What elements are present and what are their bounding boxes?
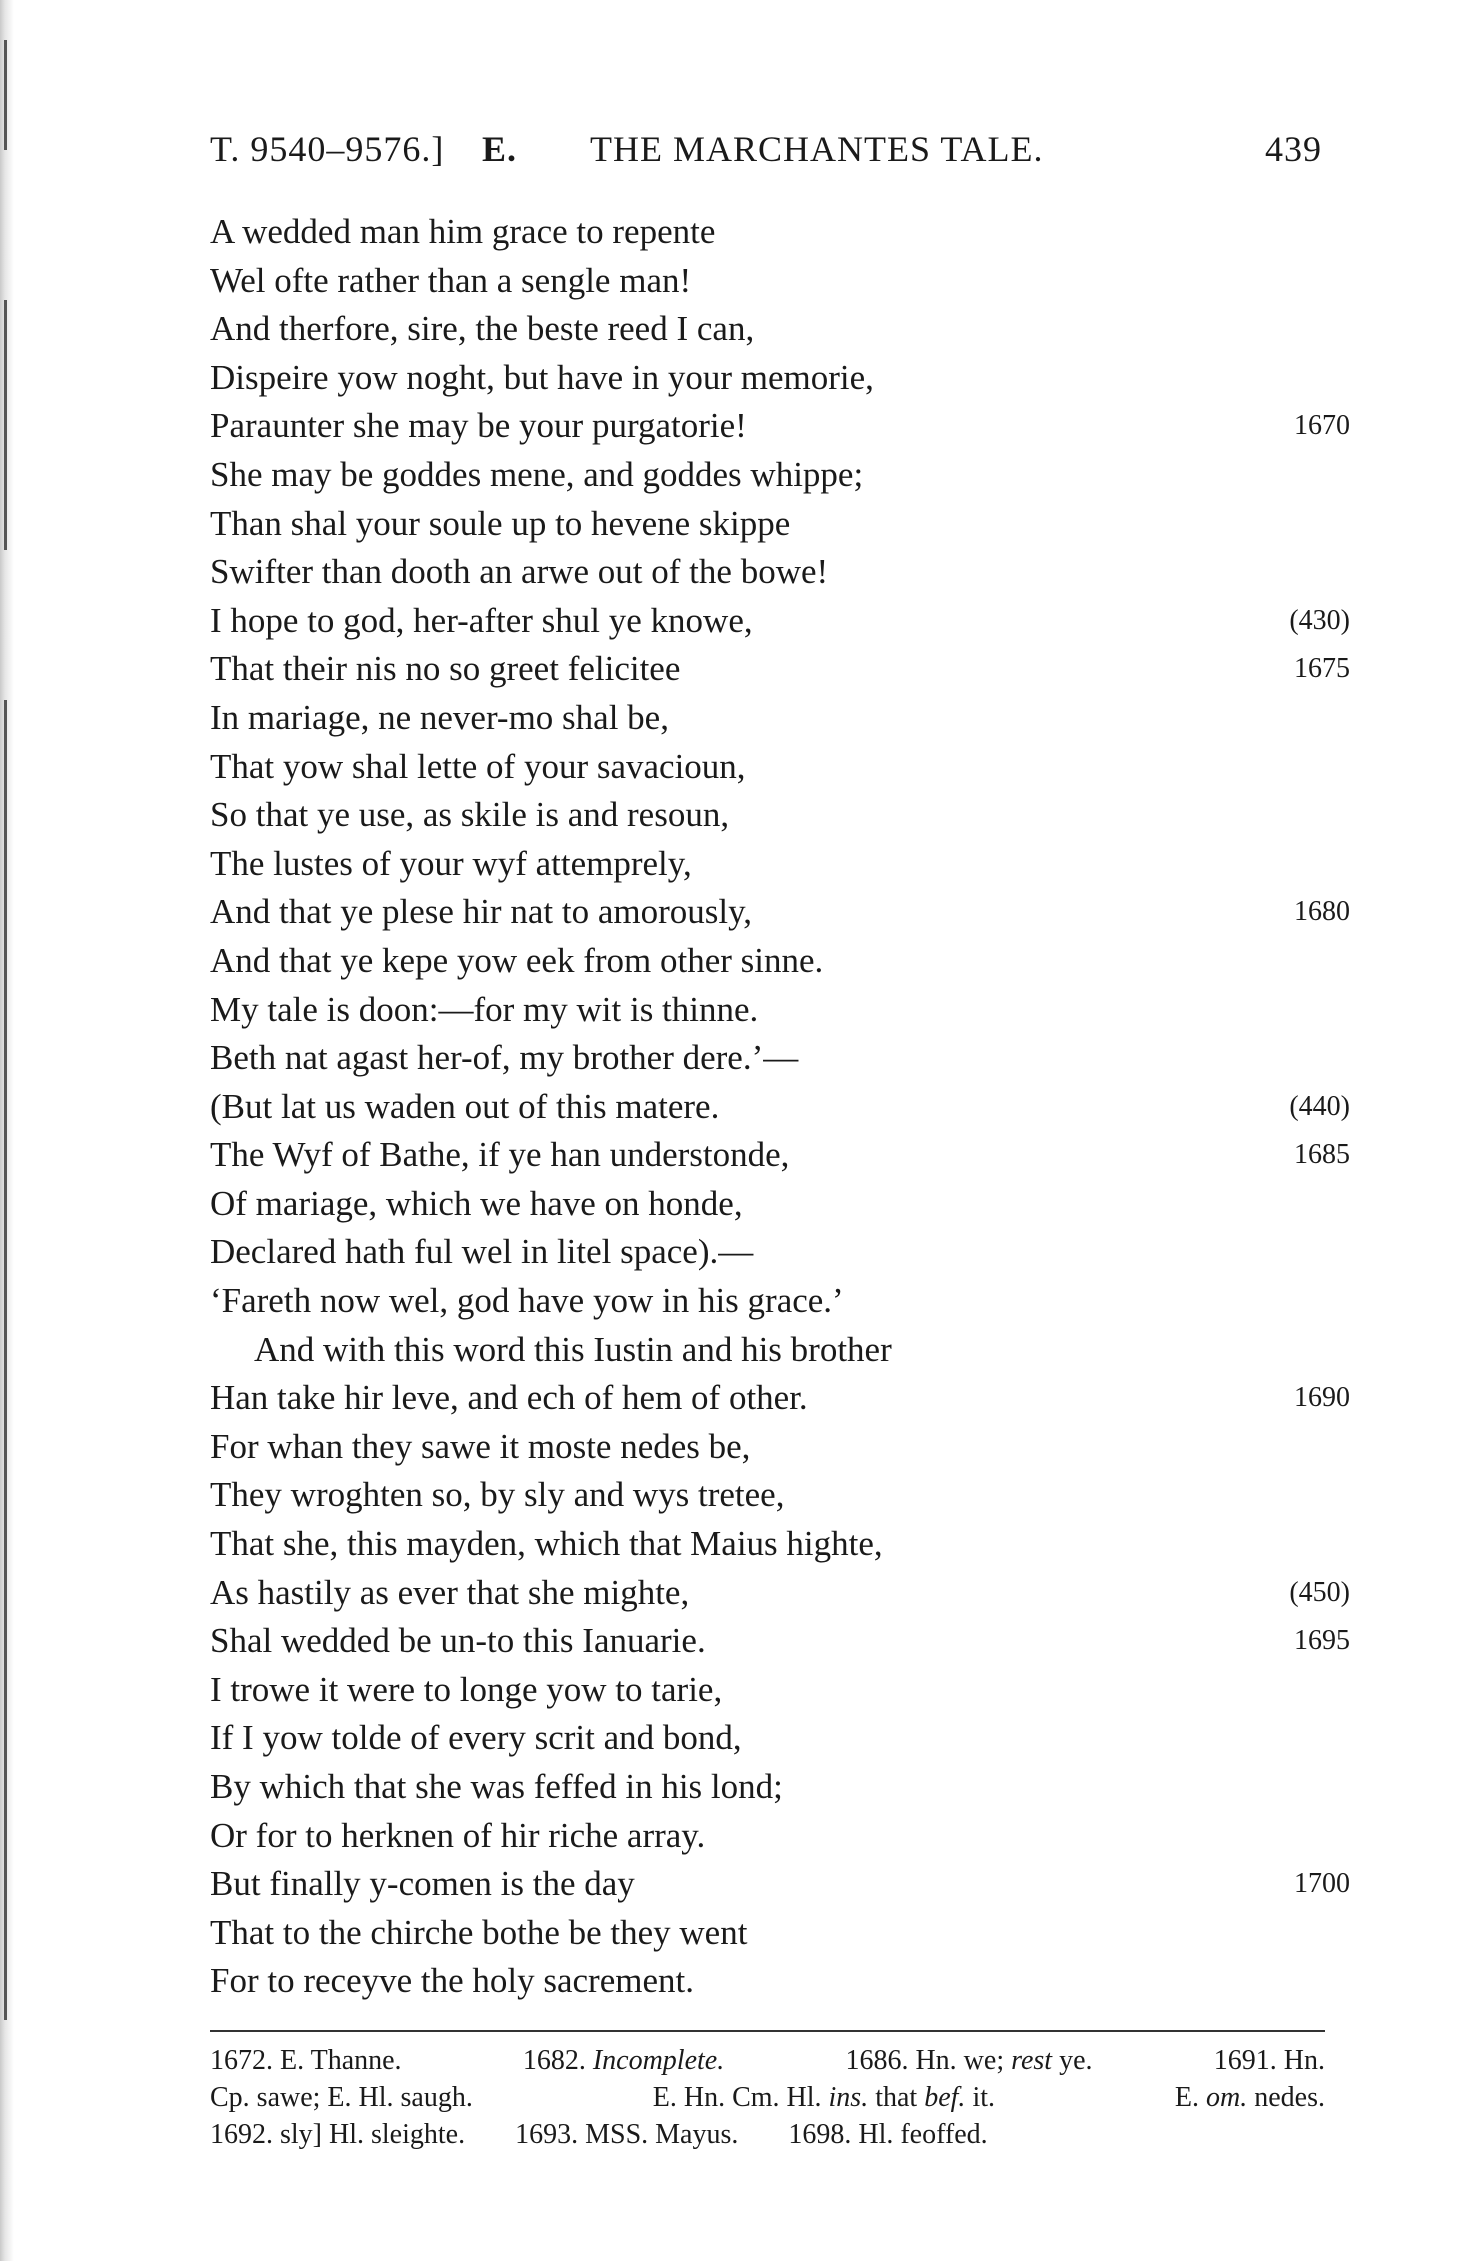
verse-text: That to the chirche bothe be they went [210, 1912, 748, 1952]
verse-text: As hastily as ever that she mighte, [210, 1572, 690, 1612]
verse-line [210, 937, 1350, 986]
footnote: 1698. Hl. feoffed. [788, 2119, 988, 2150]
verse-line [210, 208, 1350, 257]
verse-line [210, 888, 1350, 937]
verse-line [210, 1277, 1350, 1326]
scan-edge-line [4, 300, 7, 550]
verse-text: But finally y-comen is the day [210, 1864, 635, 1904]
verse-text: Paraunter she may be your purgatorie! [210, 406, 747, 446]
verse-line [210, 354, 1350, 403]
line-number: 1685 [1294, 1139, 1350, 1171]
line-number: 1690 [1294, 1382, 1350, 1414]
verse-text: That their nis no so greet felicitee [210, 649, 681, 689]
verse-line [210, 840, 1350, 889]
verse-line [210, 1083, 1350, 1132]
verse-text: Of mariage, which we have on honde, [210, 1183, 743, 1223]
verse-line [210, 1909, 1350, 1958]
verse-text: The Wyf of Bathe, if ye han understonde, [210, 1135, 790, 1175]
verse-line [210, 1860, 1350, 1909]
verse-line [210, 451, 1350, 500]
verse-text: And with this word this Iustin and his brother [254, 1329, 892, 1369]
footnote: 1672. E. Thanne. [210, 2045, 402, 2076]
verse-line [210, 1423, 1350, 1472]
verse-text: That yow shal lette of your savacioun, [210, 746, 746, 786]
verse-text: (But lat us waden out of this matere. [210, 1086, 720, 1126]
footnote: 1693. MSS. Mayus. [515, 2119, 739, 2150]
verse-text: And that ye kepe yow eek from other sinne. [210, 940, 824, 980]
page-title: THE MARCHANTES TALE. [590, 129, 1044, 169]
footnote: 1691. Hn. [1213, 2045, 1325, 2076]
verse-text: ‘Fareth now wel, god have yow in his grace.’ [210, 1281, 844, 1321]
verse-line [210, 1471, 1350, 1520]
verse-line [210, 1569, 1350, 1618]
line-number: (440) [1289, 1090, 1350, 1122]
verse-line [210, 1326, 1350, 1375]
verse-text: And that ye plese hir nat to amorously, [210, 892, 753, 932]
section-letter: E. [482, 129, 518, 169]
verse-line [210, 1957, 1350, 2006]
line-number: 1695 [1294, 1625, 1350, 1657]
verse-text: In mariage, ne never-mo shal be, [210, 697, 669, 737]
line-number: 1670 [1294, 410, 1350, 442]
verse-text: Swifter than dooth an arwe out of the bowe! [210, 552, 829, 592]
verse-line [210, 1520, 1350, 1569]
verse-text: So that ye use, as skile is and resoun, [210, 795, 730, 835]
line-number: 1675 [1294, 653, 1350, 685]
verse-text: For whan they sawe it moste nedes be, [210, 1426, 751, 1466]
verse-line [210, 1374, 1350, 1423]
verse-line [210, 694, 1350, 743]
verse-line [210, 402, 1350, 451]
line-number: 1700 [1294, 1868, 1350, 1900]
verse-line [210, 1228, 1350, 1277]
verse-text: They wroghten so, by sly and wys tretee, [210, 1475, 785, 1515]
footnote: Cp. sawe; E. Hl. saugh. [210, 2082, 473, 2113]
verse-line [210, 548, 1350, 597]
verse-text: I trowe it were to longe yow to tarie, [210, 1669, 723, 1709]
verse-text: By which that she was feffed in his lond; [210, 1767, 783, 1806]
verse-line [210, 1034, 1350, 1083]
verse-line [210, 597, 1350, 646]
verse-text: If I yow tolde of every scrit and bond, [210, 1718, 742, 1758]
verse-text: For to receyve the holy sacrement. [210, 1961, 694, 2001]
footnote-line [210, 2116, 1325, 2153]
verse-line [210, 1763, 1350, 1812]
verse-line [210, 1666, 1350, 1715]
verse-line [210, 791, 1350, 840]
scan-edge-shadow [0, 0, 14, 2261]
running-header [210, 128, 1322, 178]
line-number: (450) [1289, 1576, 1350, 1608]
verse-text: Han take hir leve, and ech of hem of other. [210, 1378, 808, 1418]
footnote: E. Hn. Cm. Hl. ins. that bef. it. [652, 2082, 995, 2113]
verse-text: The lustes of your wyf attemprely, [210, 843, 692, 883]
footnote: 1686. Hn. we; rest ye. [845, 2045, 1093, 2076]
footnote-rule [210, 2030, 1325, 2032]
verse-range: T. 9540–9576.] [210, 129, 445, 169]
verse-text: Declared hath ful wel in litel space).— [210, 1232, 754, 1272]
verse-text: Or for to herknen of hir riche array. [210, 1815, 706, 1855]
verse-text: A wedded man him grace to repente [210, 212, 716, 251]
verse-text: That she, this mayden, which that Maius highte, [210, 1524, 883, 1564]
footnote: 1682. Incomplete. [522, 2045, 725, 2076]
verse-line [210, 1180, 1350, 1229]
verse-text: And therfore, sire, the beste reed I can, [210, 309, 755, 349]
footnote: 1692. sly] Hl. sleighte. [210, 2119, 466, 2150]
verse-block [210, 208, 1350, 2006]
page-number: 439 [1265, 129, 1322, 169]
scan-edge-line [4, 40, 7, 150]
verse-line [210, 1131, 1350, 1180]
line-number: (430) [1289, 604, 1350, 636]
verse-text: Wel ofte rather than a sengle man! [210, 260, 692, 300]
verse-line [210, 500, 1350, 549]
verse-text: Beth nat agast her-of, my brother dere.’— [210, 1038, 799, 1078]
verse-text: Than shal your soule up to hevene skippe [210, 503, 791, 543]
verse-line [210, 645, 1350, 694]
verse-line [210, 1714, 1350, 1763]
verse-line [210, 986, 1350, 1035]
footnote: E. om. nedes. [1174, 2082, 1325, 2113]
verse-text: Shal wedded be un-to this Ianuarie. [210, 1621, 706, 1661]
verse-line [210, 305, 1350, 354]
verse-line [210, 1617, 1350, 1666]
line-number: 1680 [1294, 896, 1350, 928]
verse-line [210, 257, 1350, 306]
verse-line [210, 1812, 1350, 1861]
verse-text: I hope to god, her-after shul ye knowe, [210, 600, 753, 640]
footnote-line [210, 2079, 1325, 2116]
footnote-line [210, 2042, 1325, 2079]
verse-text: She may be goddes mene, and goddes whippe; [210, 454, 864, 494]
footnotes [210, 2042, 1325, 2153]
scan-edge-line [4, 700, 7, 2020]
verse-text: Dispeire yow noght, but have in your memorie, [210, 357, 874, 397]
verse-text: My tale is doon:—for my wit is thinne. [210, 989, 759, 1029]
verse-line [210, 743, 1350, 792]
